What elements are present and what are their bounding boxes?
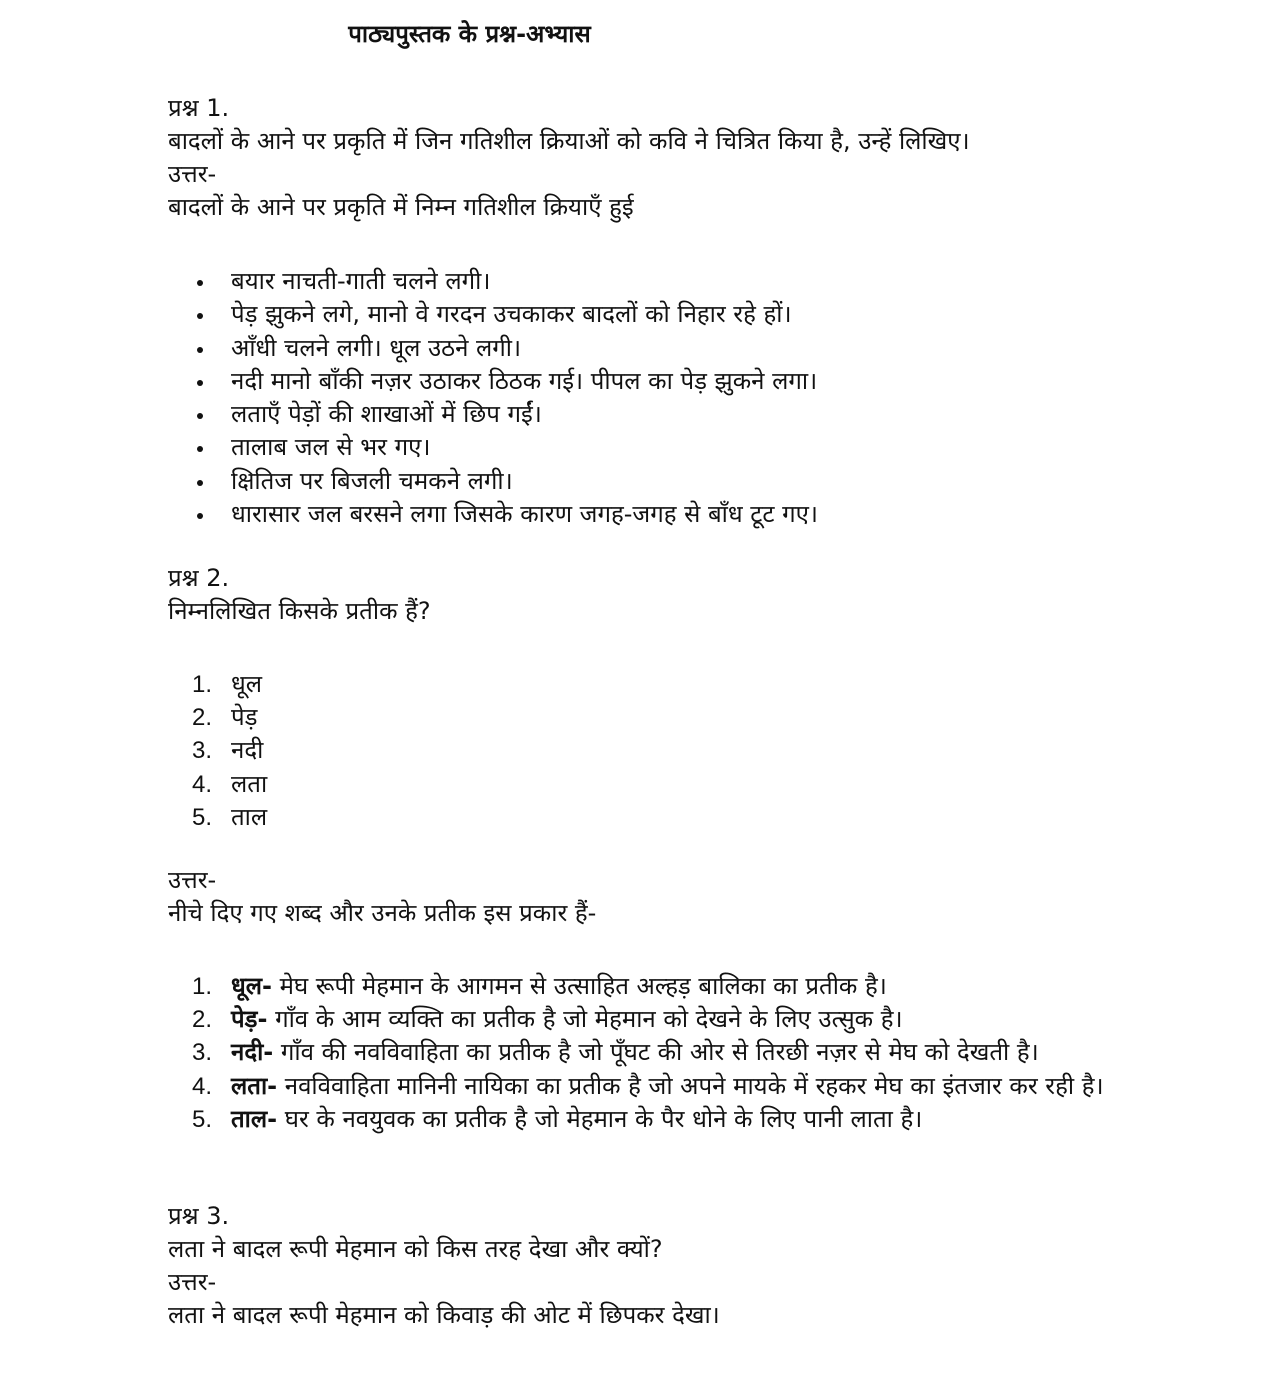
question-2-label: प्रश्न 2. [168, 564, 230, 592]
list-item: बयार नाचती-गाती चलने लगी। [168, 265, 1158, 298]
list-item: 1. धूल- मेघ रूपी मेहमान के आगमन से उत्साहित अल्हड़ बालिका का प्रतीक है। [192, 972, 887, 1000]
bullet-icon [197, 446, 203, 452]
question-2-section [168, 562, 1158, 628]
list-item: 3. नदी [192, 736, 264, 765]
list-item: 4. लता [192, 769, 268, 798]
list-item: लताएँ पेड़ों की शाखाओं में छिप गईं। [168, 398, 1158, 431]
question-1-label: प्रश्न 1. [168, 94, 230, 122]
list-item: 4. लता- नवविवाहिता मानिनी नायिका का प्रतीक है जो अपने मायके में रहकर मेघ का इंतजार कर रही है। [192, 1071, 1104, 1100]
answer-1-label: उत्तर- [168, 160, 217, 188]
answer-2-label: उत्तर- [168, 866, 217, 894]
question-3-text: लता ने बादल रूपी मेहमान को किस तरह देखा और क्यों? [168, 1235, 663, 1263]
bullet-icon [197, 380, 203, 386]
bullet-icon [197, 280, 203, 286]
question-1-section [168, 92, 1158, 224]
bullet-icon [197, 480, 203, 486]
bullet-icon [197, 347, 203, 353]
page-title: पाठ्यपुस्तक के प्रश्न-अभ्यास [348, 20, 591, 48]
question-3-label: प्रश्न 3. [168, 1202, 230, 1230]
question-2-items [168, 668, 1158, 834]
answer-3-label: उत्तर- [168, 1268, 217, 1296]
question-2-text: निम्नलिखित किसके प्रतीक हैं? [168, 597, 431, 625]
answer-1-intro: बादलों के आने पर प्रकृति में निम्न गतिशील क्रियाएँ हुई [168, 193, 634, 221]
list-item: 5. ताल [192, 802, 268, 831]
list-item: धारासार जल बरसने लगा जिसके कारण जगह-जगह से बाँध टूट गए। [168, 498, 1158, 531]
list-item: 2. पेड़- गाँव के आम व्यक्ति का प्रतीक है जो मेहमान को देखने के लिए उत्सुक है। [192, 1005, 903, 1034]
bullet-icon [197, 313, 203, 319]
list-item: क्षितिज पर बिजली चमकने लगी। [168, 465, 1158, 498]
list-item: 1. धूल [192, 670, 263, 698]
bullet-icon [197, 513, 203, 519]
answer-2-list [168, 970, 1158, 1136]
answer-2-section [168, 864, 1158, 930]
list-item: पेड़ झुकने लगे, मानो वे गरदन उचकाकर बादलों को निहार रहे हों। [168, 298, 1158, 331]
question-3-section [168, 1200, 1158, 1332]
list-item: तालाब जल से भर गए। [168, 431, 1158, 464]
list-item: नदी मानो बाँकी नज़र उठाकर ठिठक गई। पीपल का पेड़ झुकने लगा। [168, 365, 1158, 398]
list-item: 2. पेड़ [192, 703, 258, 732]
bullet-icon [197, 413, 203, 419]
question-1-text: बादलों के आने पर प्रकृति में जिन गतिशील क्रियाओं को कवि ने चित्रित किया है, उन्हें लिखिए। [168, 127, 970, 155]
answer-2-intro: नीचे दिए गए शब्द और उनके प्रतीक इस प्रकार हैं- [168, 899, 597, 927]
list-item: 5. ताल- घर के नवयुवक का प्रतीक है जो मेहमान के पैर धोने के लिए पानी लाता है। [192, 1104, 923, 1133]
answer-1-list [168, 265, 1158, 531]
list-item: 3. नदी- गाँव की नवविवाहिता का प्रतीक है जो पूँघट की ओर से तिरछी नज़र से मेघ को देखती है। [192, 1038, 1039, 1067]
list-item: आँधी चलने लगी। धूल उठने लगी। [168, 332, 1158, 365]
answer-3-text: लता ने बादल रूपी मेहमान को किवाड़ की ओट में छिपकर देखा। [168, 1301, 720, 1329]
